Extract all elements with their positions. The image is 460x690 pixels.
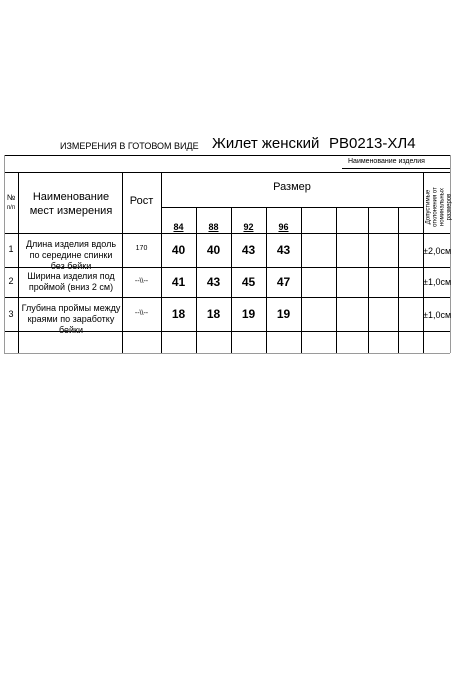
height-header: Рост: [129, 195, 154, 207]
header-bottom-line: [4, 233, 450, 234]
product-caption: Наименование изделия: [348, 158, 425, 165]
size-label: 96: [278, 222, 289, 232]
table-row-name: Глубина проймы между краями по заработку бейки: [21, 303, 121, 335]
table-cell-value: 43: [241, 243, 256, 257]
table-row-number: 3: [8, 309, 14, 319]
article-number: РВ0213-ХЛ4: [329, 135, 416, 152]
col-divider-size-4: [301, 207, 302, 353]
col-divider-size-7: [398, 207, 399, 353]
row-2-bottom-line: [4, 297, 450, 298]
table-row-height: 170: [135, 245, 148, 252]
left-border: [4, 155, 5, 353]
col-divider-num: [18, 172, 19, 353]
col-divider-size-5: [336, 207, 337, 353]
table-cell-value: 19: [241, 307, 256, 321]
table-row-height: --\\--: [134, 278, 149, 285]
table-cell-value: 40: [171, 243, 186, 257]
table-cell-value: 43: [206, 275, 221, 289]
table-cell-value: 19: [276, 307, 291, 321]
table-row-height: --\\--: [134, 310, 149, 317]
table-row-tolerance: ±1,0см: [423, 310, 452, 320]
table-cell-value: 40: [206, 243, 221, 257]
table-cell-value: 43: [276, 243, 291, 257]
table-row-number: 1: [8, 244, 14, 254]
size-label: 92: [243, 222, 254, 232]
size-header: Размер: [273, 181, 311, 193]
header-top-line: [4, 172, 450, 173]
table-row-name: Длина изделия вдоль по середине спинки без бейки: [25, 239, 117, 271]
table-cell-value: 47: [276, 275, 291, 289]
table-cell-value: 45: [241, 275, 256, 289]
table-row-number: 2: [8, 276, 14, 286]
table-cell-value: 41: [171, 275, 186, 289]
table-cell-value: 18: [206, 307, 221, 321]
table-top-border: [4, 155, 450, 156]
col-divider-tolerance: [423, 172, 424, 353]
doc-label: ИЗМЕРЕНИЯ В ГОТОВОМ ВИДЕ: [60, 141, 199, 151]
table-cell-value: 18: [171, 307, 186, 321]
size-label: 88: [208, 222, 219, 232]
col-divider-size-6: [368, 207, 369, 353]
caption-underline: [342, 168, 450, 169]
tolerance-header: Допустимые отклонения от номинальных размеров: [425, 187, 453, 227]
product-name: Жилет женский: [212, 135, 320, 152]
empty-row-line: [4, 353, 450, 354]
size-label: 84: [173, 222, 184, 232]
number-header: №: [6, 193, 16, 202]
number-subheader: п/п: [6, 205, 16, 211]
size-header-divider: [161, 207, 423, 208]
table-row-name: Ширина изделия под проймой (вниз 2 см): [27, 271, 115, 292]
col-divider-height: [161, 172, 162, 353]
measure-name-header: Наименование мест измерения: [29, 191, 113, 217]
table-row-tolerance: ±2,0см: [423, 246, 452, 256]
table-row-tolerance: ±1,0см: [423, 277, 452, 287]
